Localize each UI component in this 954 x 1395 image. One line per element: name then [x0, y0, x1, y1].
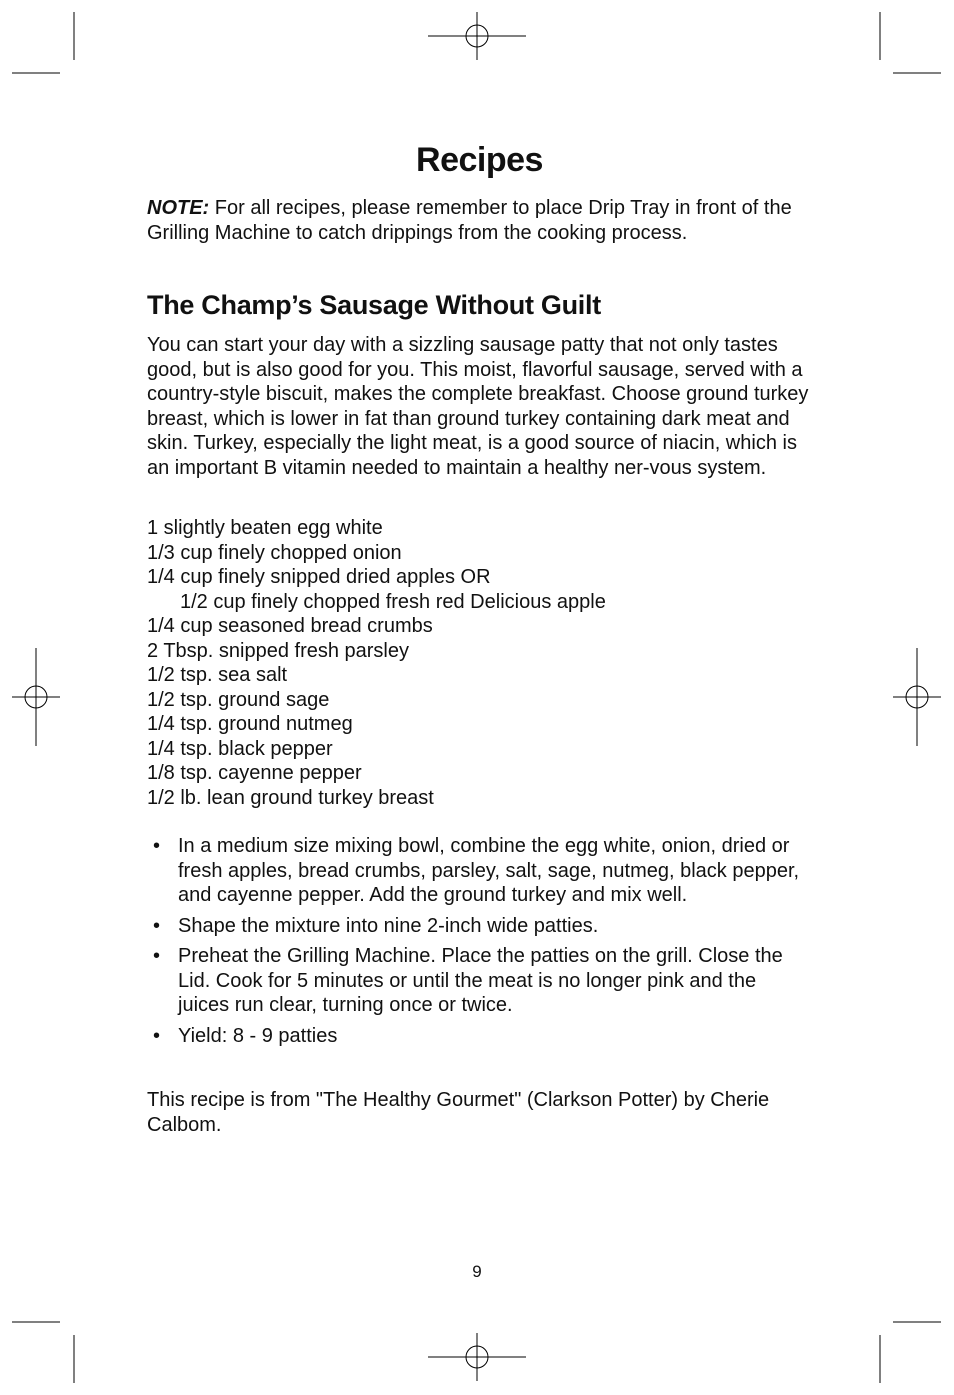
note-label: NOTE: — [147, 197, 210, 219]
bullet-icon: • — [153, 914, 161, 937]
ingredient-item: 1/2 lb. lean ground turkey breast — [147, 786, 434, 809]
page-number: 9 — [472, 1262, 482, 1281]
ingredient-item: 1/2 tsp. sea salt — [147, 664, 288, 686]
ingredient-item: 1/4 tsp. ground nutmeg — [147, 713, 353, 735]
step-text: In a medium size mixing bowl, combine the egg white, onion, dried or fresh apples, bread crumbs, parsley, salt, sage, nutmeg, black pepper, and cayenne pepper. Add the ground turkey and mix well. — [178, 835, 800, 906]
step-text: Preheat the Grilling Machine. Place the patties on the grill. Close the Lid. Cook for 5 minutes or until the meat is no longer pink and the juices run clear, turning once or twice. — [178, 945, 783, 1016]
step-list — [147, 834, 812, 1048]
ingredient-item: 1/4 tsp. black pepper — [147, 737, 333, 760]
bullet-icon: • — [153, 835, 161, 857]
note-paragraph — [147, 196, 812, 245]
recipe-source: This recipe is from "The Healthy Gourmet" (Clarkson Potter) by Cherie Calbom. — [147, 1089, 770, 1136]
ingredient-item: 2 Tbsp. snipped fresh parsley — [147, 639, 410, 662]
step-item — [147, 834, 812, 908]
bullet-icon: • — [153, 945, 161, 967]
recipe-intro: You can start your day with a sizzling sausage patty that not only tastes good, but is also good for you. This moist, flavorful sausage, served with a country-style biscuit, makes the complete breakfast. Choose ground turkey breast, which is lower in fat than ground turkey containing dark meat and skin. Turkey, especially the light meat, is a good source of niacin, which is an important B vitamin needed to maintain a healthy ner-vous system. — [147, 334, 809, 479]
ingredient-item: 1 slightly beaten egg white — [147, 517, 383, 539]
bullet-icon: • — [153, 1024, 161, 1047]
recipe-title: The Champ’s Sausage Without Guilt — [147, 290, 601, 320]
step-item — [147, 944, 812, 1018]
page-title: Recipes — [416, 141, 543, 179]
step-text: Yield: 8 - 9 patties — [178, 1024, 338, 1047]
ingredient-list — [147, 516, 812, 810]
step-item — [147, 914, 812, 939]
ingredient-item-alternative: 1/2 cup finely chopped fresh red Delicious apple — [180, 590, 606, 613]
page-content — [147, 140, 812, 1137]
step-item — [147, 1024, 812, 1049]
ingredient-item: 1/4 cup finely snipped dried apples OR — [147, 566, 491, 588]
ingredient-item: 1/4 cup seasoned bread crumbs — [147, 615, 433, 637]
ingredient-item: 1/8 tsp. cayenne pepper — [147, 762, 362, 784]
ingredient-item: 1/3 cup finely chopped onion — [147, 541, 402, 564]
step-text: Shape the mixture into nine 2-inch wide patties. — [178, 914, 599, 937]
ingredient-item: 1/2 tsp. ground sage — [147, 688, 330, 711]
note-text: For all recipes, please remember to place Drip Tray in front of the Grilling Machine to catch drippings from the cooking process. — [147, 197, 792, 244]
